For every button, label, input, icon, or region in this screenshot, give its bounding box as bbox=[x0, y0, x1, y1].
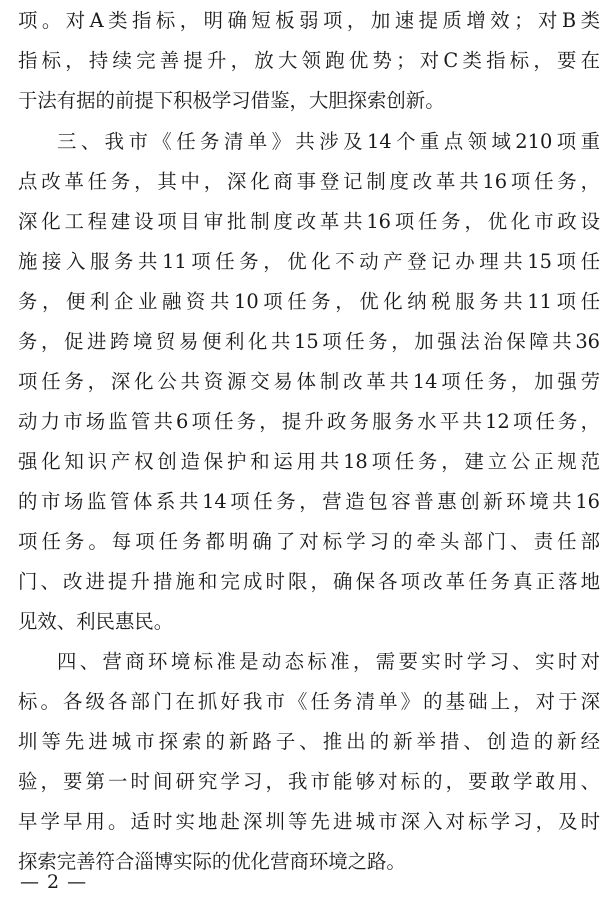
text-line: 标。各级各部门在抓好我市《任务清单》的基础上，对于深 bbox=[18, 690, 600, 713]
text-line: 施接入服务共11项任务，优化不动产登记办理共15项任 bbox=[18, 250, 600, 273]
text-line: 务，促进跨境贸易便利化共15项任务，加强法治保障共36 bbox=[18, 330, 600, 353]
text-line: 深化工程建设项目审批制度改革共16项任务，优化市政设 bbox=[18, 210, 600, 233]
text-line: 于法有据的前提下积极学习借鉴，大胆探索创新。 bbox=[18, 89, 445, 112]
paragraph-start-line: 三、我市《任务清单》共涉及14个重点领域210项重 bbox=[57, 130, 600, 153]
text-line: 门、改进提升措施和完成时限，确保各项改革任务真正落地 bbox=[18, 570, 600, 593]
text-line: 项任务。每项任务都明确了对标学习的牵头部门、责任部 bbox=[18, 530, 600, 553]
text-line: 务，便利企业融资共10项任务，优化纳税服务共11项任 bbox=[18, 290, 600, 313]
text-line: 强化知识产权创造保护和运用共18项任务，建立公正规范 bbox=[18, 450, 600, 473]
text-line: 见效、利民惠民。 bbox=[18, 610, 174, 633]
page-number: — 2 — bbox=[20, 871, 88, 893]
text-line: 指标，持续完善提升，放大领跑优势；对C类指标，要在 bbox=[18, 49, 600, 72]
text-line: 项。对A类指标，明确短板弱项，加速提质增效；对B类 bbox=[18, 9, 600, 32]
text-line: 早学早用。适时实地赴深圳等先进城市深入对标学习，及时 bbox=[18, 810, 600, 833]
text-line: 圳等先进城市探索的新路子、推出的新举措、创造的新经 bbox=[18, 730, 600, 753]
text-line: 动力市场监管共6项任务，提升政务服务水平共12项任务， bbox=[18, 410, 600, 433]
text-line: 点改革任务，其中，深化商事登记制度改革共16项任务， bbox=[18, 170, 600, 193]
text-line: 的市场监管体系共14项任务，营造包容普惠创新环境共16 bbox=[18, 490, 600, 513]
text-line: 验，要第一时间研究学习，我市能够对标的，要敢学敢用、 bbox=[18, 770, 600, 793]
text-line: 项任务，深化公共资源交易体制改革共14项任务，加强劳 bbox=[18, 370, 600, 393]
text-line: 探索完善符合淄博实际的优化营商环境之路。 bbox=[18, 850, 406, 873]
paragraph-start-line: 四、营商环境标准是动态标准，需要实时学习、实时对 bbox=[57, 650, 600, 673]
